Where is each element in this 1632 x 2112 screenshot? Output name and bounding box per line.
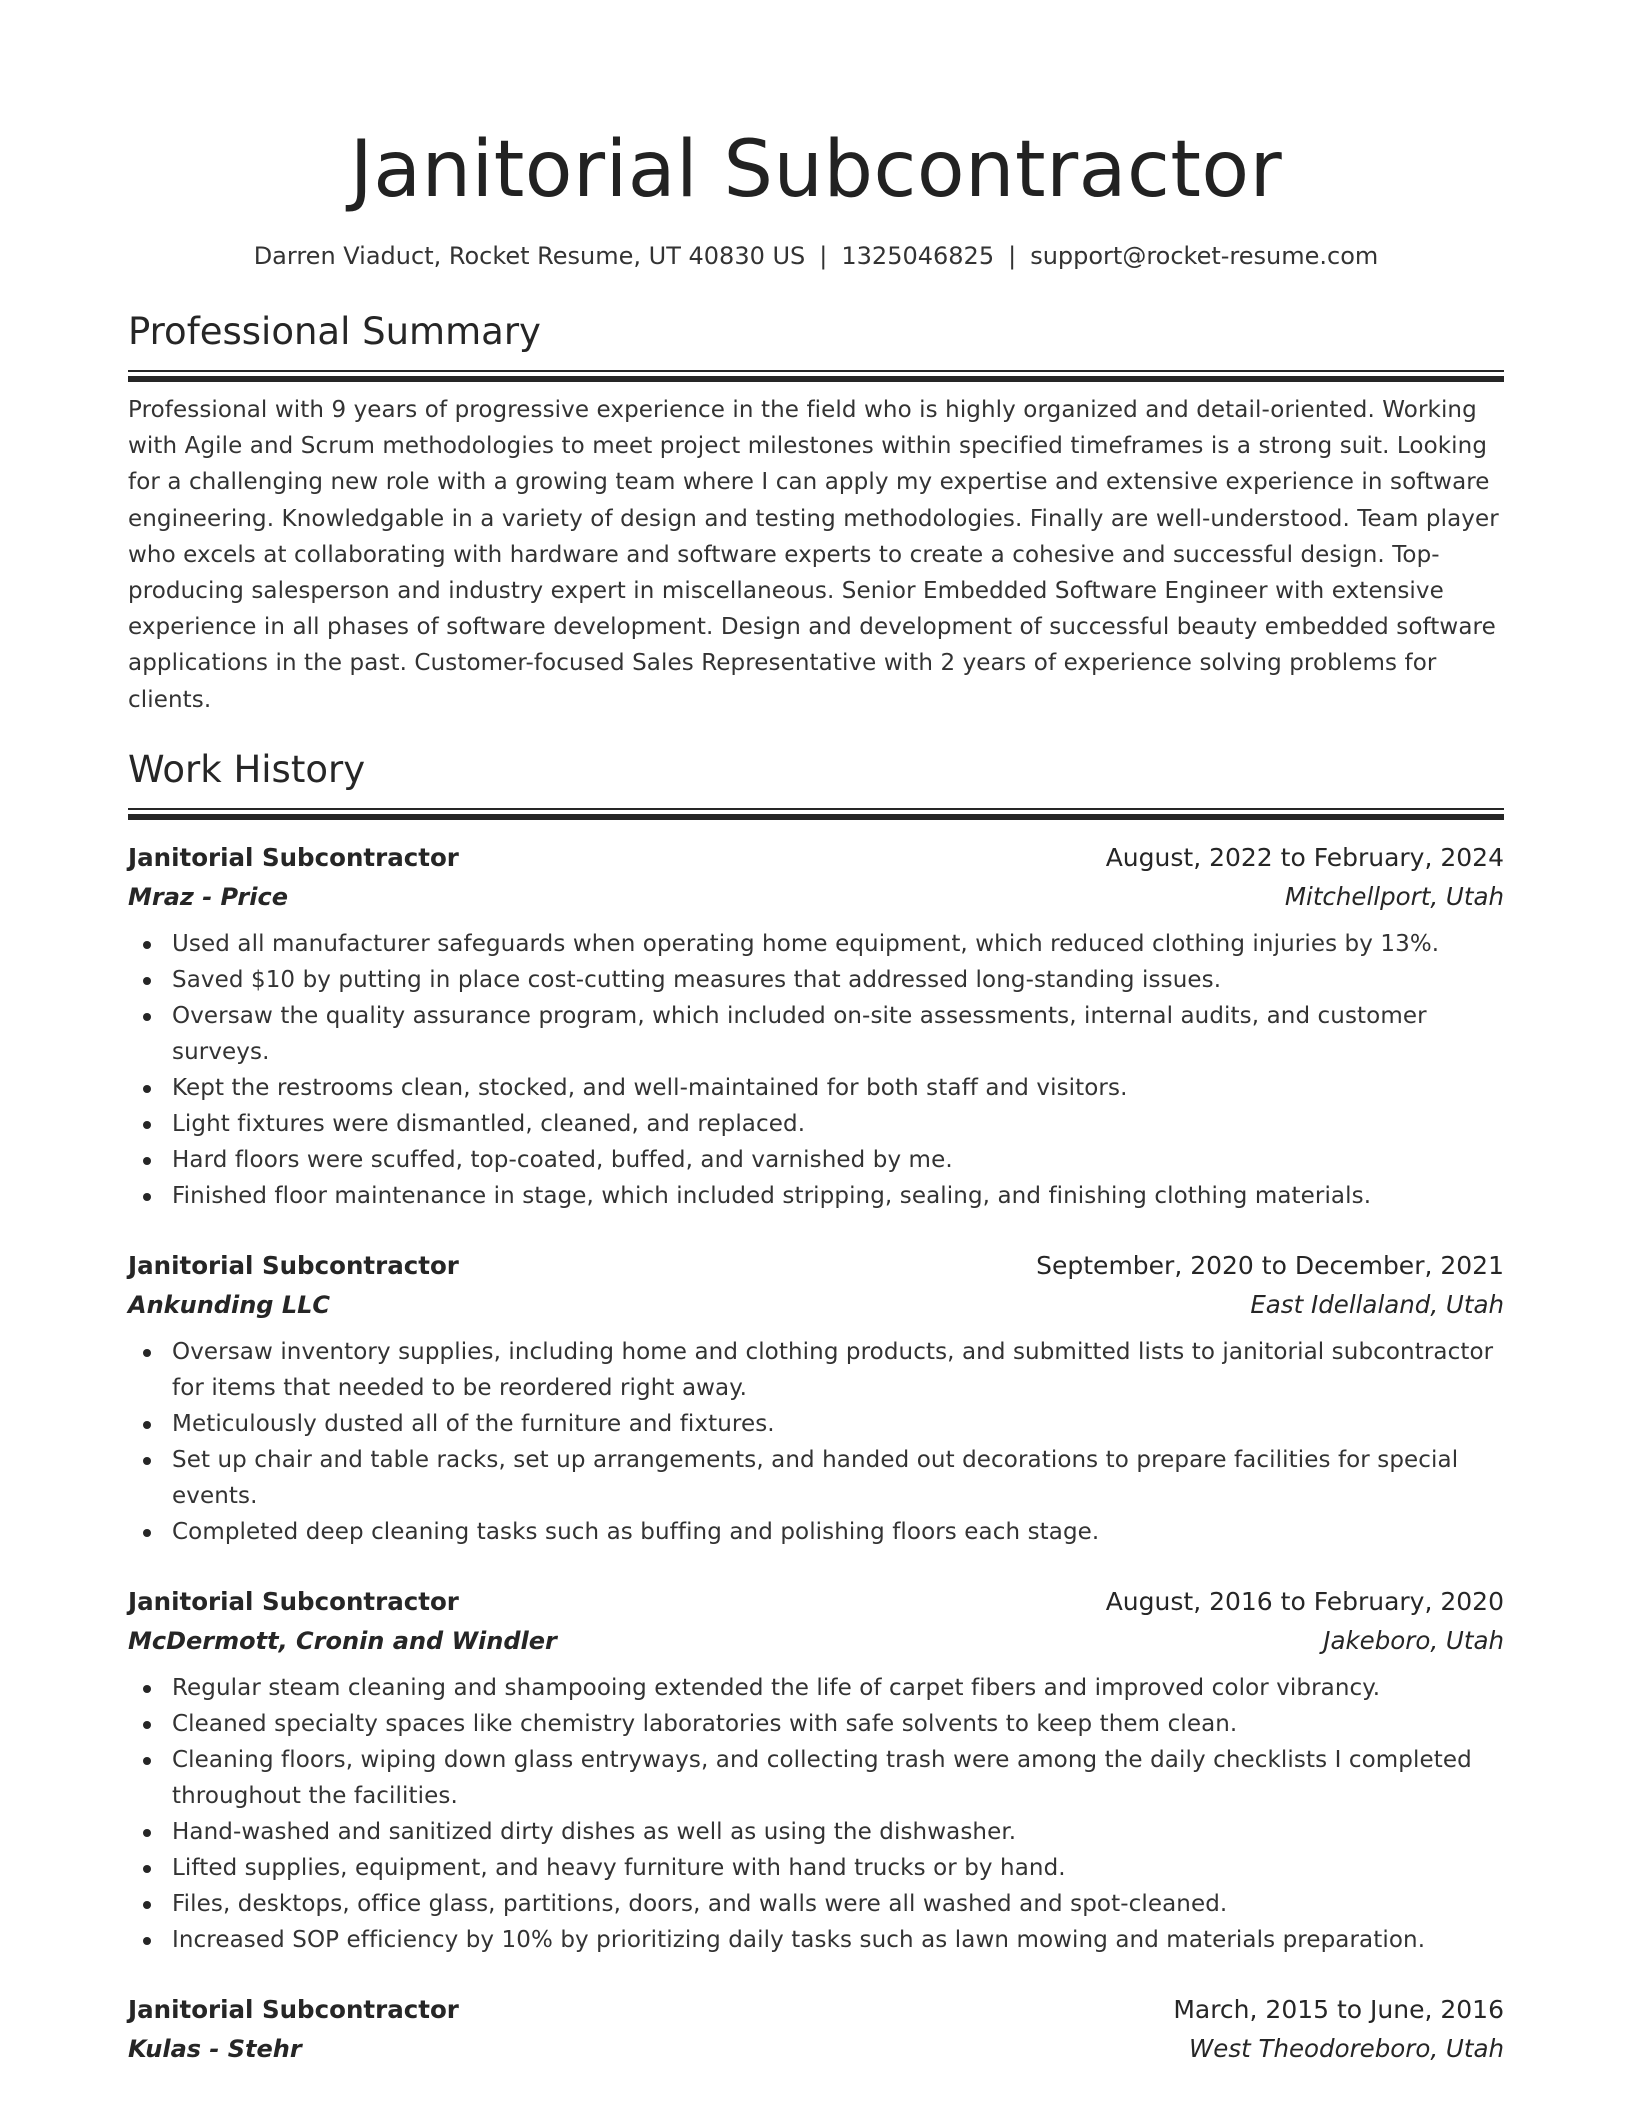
job-bullet-item: Meticulously dusted all of the furniture and fixtures. [172, 1406, 1504, 1442]
job-bullet-item: Files, desktops, office glass, partitions, doors, and walls were all washed and spot-cleaned. [172, 1886, 1504, 1922]
resume-title: Janitorial Subcontractor [349, 125, 1283, 215]
contact-phone: 1325046825 [841, 242, 995, 270]
job-bullet-item: Kept the restrooms clean, stocked, and well-maintained for both staff and visitors. [172, 1070, 1504, 1106]
job-bullet-list [128, 1334, 1504, 1550]
professional-summary-section [128, 308, 1504, 718]
job-company: Ankunding LLC [128, 1290, 331, 1319]
job-dates: March, 2015 to June, 2016 [1173, 1994, 1504, 2024]
job-company-row [128, 1286, 1504, 1324]
job-dates: August, 2016 to February, 2020 [1105, 1586, 1504, 1616]
job-entry [128, 1990, 1504, 2068]
job-bullet-item: Finished floor maintenance in stage, which included stripping, sealing, and finishing clothing materials. [172, 1178, 1504, 1214]
contact-separator: | [819, 242, 828, 270]
summary-paragraph: Professional with 9 years of progressive experience in the field who is highly organized and detail-oriented. Working with Agile and Scrum methodologies to meet project milestones within specified timeframes is a strong suit. Looking for a challenging new role with a growing team where I can apply my expertise and extensive experience in software engineering. Knowledgable in a variety of design and testing methodologies. Finally are well-understood. Team player who excels at collaborating with hardware and software experts to create a cohesive and successful design. Top-producing salesperson and industry expert in miscellaneous. Senior Embedded Software Engineer with extensive experience in all phases of software development. Design and development of successful beauty embedded software applications in the past. Customer-focused Sales Representative with 2 years of experience solving problems for clients. [128, 397, 1499, 713]
job-dates: August, 2022 to February, 2024 [1105, 842, 1504, 872]
job-location: East Idellaland, Utah [1250, 1289, 1504, 1319]
job-header-row [128, 1990, 1504, 2030]
job-company: Kulas - Stehr [128, 2034, 302, 2063]
job-bullet-item: Saved $10 by putting in place cost-cutting measures that addressed long-standing issues. [172, 962, 1504, 998]
section-divider [128, 808, 1504, 820]
job-bullet-list [128, 1670, 1504, 1958]
job-header-row [128, 838, 1504, 878]
contact-line [128, 240, 1504, 272]
job-bullet-item: Hand-washed and sanitized dirty dishes as well as using the dishwasher. [172, 1814, 1504, 1850]
job-company-row [128, 2030, 1504, 2068]
job-company-row [128, 878, 1504, 916]
job-header-row [128, 1582, 1504, 1622]
job-entry [128, 1246, 1504, 1550]
section-divider [128, 370, 1504, 382]
job-bullet-item: Cleaned specialty spaces like chemistry laboratories with safe solvents to keep them clean. [172, 1706, 1504, 1742]
job-bullet-item: Used all manufacturer safeguards when operating home equipment, which reduced clothing injuries by 13%. [172, 926, 1504, 962]
section-heading-work-history: Work History [128, 747, 366, 791]
resume-page [128, 0, 1504, 2068]
section-heading-summary: Professional Summary [128, 310, 541, 353]
job-location: Mitchellport, Utah [1284, 881, 1504, 911]
contact-email: support@rocket-resume.com [1030, 242, 1379, 270]
job-bullet-item: Lifted supplies, equipment, and heavy furniture with hand trucks or by hand. [172, 1850, 1504, 1886]
job-bullet-item: Hard floors were scuffed, top-coated, buffed, and varnished by me. [172, 1142, 1504, 1178]
job-title: Janitorial Subcontractor [128, 1994, 459, 2024]
job-company: McDermott, Cronin and Windler [128, 1626, 557, 1655]
job-entry [128, 838, 1504, 1214]
job-title: Janitorial Subcontractor [128, 1250, 459, 1280]
job-bullet-list [128, 926, 1504, 1214]
job-location: West Theodoreboro, Utah [1189, 2033, 1504, 2063]
job-bullet-item: Oversaw the quality assurance program, which included on-site assessments, internal audits, and customer surveys. [172, 998, 1504, 1070]
job-list [128, 838, 1504, 2068]
job-entry [128, 1582, 1504, 1958]
job-title: Janitorial Subcontractor [128, 842, 459, 872]
job-bullet-item: Completed deep cleaning tasks such as buffing and polishing floors each stage. [172, 1514, 1504, 1550]
job-bullet-item: Oversaw inventory supplies, including home and clothing products, and submitted lists to janitorial subcontractor for items that needed to be reordered right away. [172, 1334, 1504, 1406]
job-bullet-item: Cleaning floors, wiping down glass entryways, and collecting trash were among the daily checklists I completed throughout the facilities. [172, 1742, 1504, 1814]
job-bullet-item: Set up chair and table racks, set up arrangements, and handed out decorations to prepare facilities for special events. [172, 1442, 1504, 1514]
job-company-row [128, 1622, 1504, 1660]
contact-address: Darren Viaduct, Rocket Resume, UT 40830 US [253, 242, 806, 270]
job-bullet-item: Increased SOP efficiency by 10% by prioritizing daily tasks such as lawn mowing and materials preparation. [172, 1922, 1504, 1958]
job-title: Janitorial Subcontractor [128, 1586, 459, 1616]
job-company: Mraz - Price [128, 882, 288, 911]
job-bullet-item: Light fixtures were dismantled, cleaned, and replaced. [172, 1106, 1504, 1142]
work-history-section [128, 746, 1504, 2068]
job-dates: September, 2020 to December, 2021 [1036, 1250, 1504, 1280]
contact-separator: | [1008, 242, 1017, 270]
job-location: Jakeboro, Utah [1323, 1625, 1504, 1655]
job-header-row [128, 1246, 1504, 1286]
job-bullet-item: Regular steam cleaning and shampooing extended the life of carpet fibers and improved color vibrancy. [172, 1670, 1504, 1706]
